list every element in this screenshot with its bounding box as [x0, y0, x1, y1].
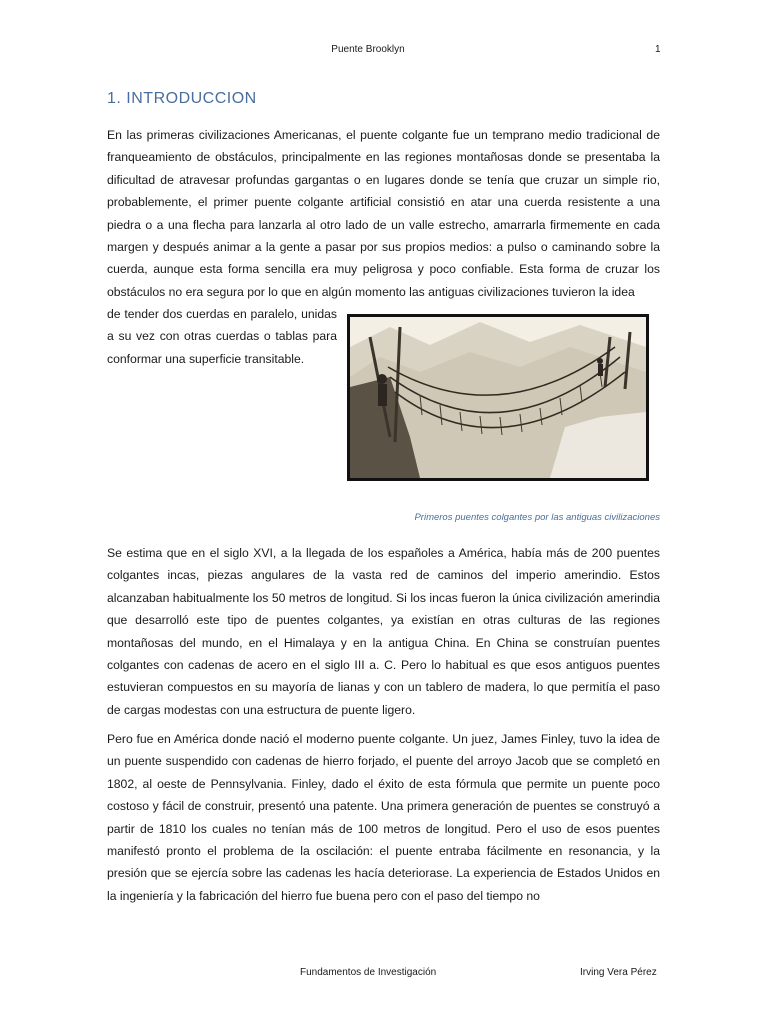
paragraph-incas: Se estima que en el siglo XVI, a la llegada de los españoles a América, había más de 200 puentes colgantes incas, piezas angulares de la vasta red de caminos del imperio amerindio. Estos alcanzaban habitualmente los 50 metros de longitud. Si los incas fueron la única civilización amerindia que desarrolló este tipo de puentes colgantes, ya existían en otras culturas de las regiones montañosas del mundo, en el Himalaya y en la antigua China. En China se construían puentes colgantes con cadenas de acero en el siglo III a. C. Pero lo habitual es que esos antiguos puentes estuvieran compuestos en su mayoría de lianas y con un tablero de madera, lo que permitía el paso de cargas modestas con una estructura de puente ligero. [107, 546, 660, 717]
page-number: 1 [655, 44, 661, 55]
header-title: Puente Brooklyn [331, 44, 405, 55]
rope-bridge-illustration [347, 314, 649, 481]
paragraph-intro-continued: de tender dos cuerdas en paralelo, unidas a su vez con otras cuerdas o tablas para conformar una superficie transitable. [107, 307, 337, 366]
section-title: 1. INTRODUCCION [107, 90, 257, 107]
footer-course: Fundamentos de Investigación [300, 967, 437, 978]
figure-caption: Primeros puentes colgantes por las antiguas civilizaciones [414, 512, 660, 523]
paragraph-america: Pero fue en América donde nació el moderno puente colgante. Un juez, James Finley, tuvo la idea de un puente suspendido con cadenas de hierro forjado, el puente del arroyo Jacob que se completó en 1802, al oeste de Pennsylvania. Finley, dado el éxito de esta fórmula que permite un puente poco costoso y fácil de construir, presentó una patente. Una primera generación de puentes se construyó a partir de 1810 los cuales no tenían más de 100 metros de longitud. Pero el uso de esos puentes manifestó pronto el problema de la oscilación: el puente entraba fácilmente en resonancia, y la presión que se ejercía sobre las cadenas les hacía deteriorase. La experiencia de Estados Unidos en la ingeniería y la fabricación del hierro fue buena pero con el paso del tiempo no [107, 732, 660, 903]
paragraph-intro: En las primeras civilizaciones Americanas, el puente colgante fue un temprano medio tradicional de franqueamiento de obstáculos, principalmente en las regiones montañosas donde se presentaba la dificultad de atravesar profundas gargantas o en lugares donde se tenía que cruzar un simple rio, probablemente, el primer puente colgante artificial consistió en atar una cuerda resistente a una piedra o a una flecha para lanzarla al otro lado de un valle estrecho, amarrarla firmemente en cada margen y después animar a la gente a pasar por sus propios medios: a pulso o caminando sobre la cuerda, aunque esta forma sencilla era muy peligrosa y poco confiable. Esta forma de cruzar los obstáculos no era segura por lo que en algún momento las antiguas civilizaciones tuvieron la idea [107, 128, 660, 299]
footer-author: Irving Vera Pérez [580, 967, 657, 978]
